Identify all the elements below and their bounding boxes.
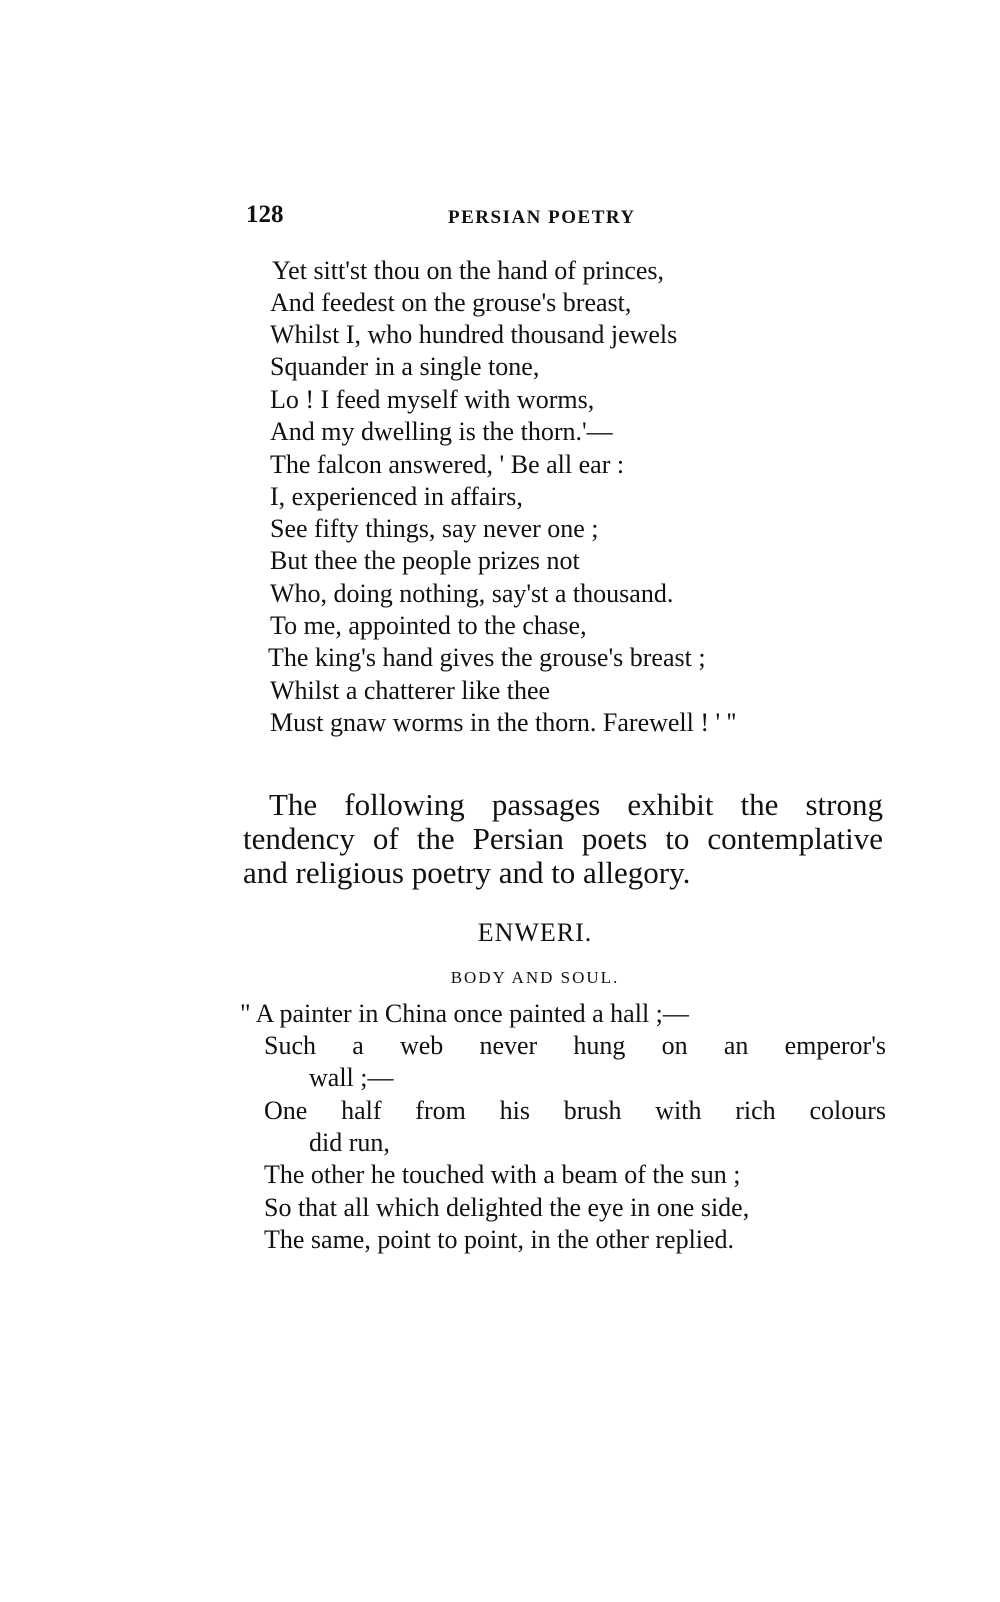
prose-line: and religious poetry and to allegory. — [243, 855, 691, 890]
poem-line: To me, appointed to the chase, — [270, 611, 587, 640]
verse-line: wall ;— — [309, 1063, 394, 1092]
poem-line: Squander in a single tone, — [270, 352, 540, 381]
poem-line: The king's hand gives the grouse's breast ; — [268, 643, 706, 672]
verse-line: did run, — [309, 1128, 390, 1157]
page-number: 128 — [246, 201, 284, 228]
poem-line: I, experienced in affairs, — [270, 482, 523, 511]
poem-line: Lo ! I feed myself with worms, — [270, 385, 595, 414]
verse-line: The other he touched with a beam of the sun ; — [264, 1160, 741, 1189]
poem-line: See fifty things, say never one ; — [270, 514, 599, 543]
poem-line: And my dwelling is the thorn.'— — [270, 417, 613, 446]
poem-line: Yet sitt'st thou on the hand of princes, — [272, 256, 665, 285]
poem-line: Must gnaw worms in the thorn. Farewell ! ' '' — [270, 708, 737, 737]
verse-line: So that all which delighted the eye in one side, — [264, 1193, 750, 1222]
poem-line: But thee the people prizes not — [270, 546, 580, 575]
verse-line: One half from his brush with rich colours — [264, 1096, 886, 1125]
prose-line: The following passages exhibit the strong — [269, 787, 883, 822]
prose-paragraph — [243, 788, 883, 890]
poem-line: Whilst a chatterer like thee — [270, 676, 551, 705]
poem-line: The falcon answered, ' Be all ear : — [270, 450, 625, 479]
verse-line: Such a web never hung on an emperor's — [264, 1031, 886, 1060]
poem-line: Whilst I, who hundred thousand jewels — [270, 320, 678, 349]
poem-line: Who, doing nothing, say'st a thousand. — [270, 579, 674, 608]
running-title: PERSIAN POETRY — [448, 207, 636, 228]
section-author: ENWERI. — [477, 918, 593, 947]
section-title: BODY AND SOUL. — [450, 968, 620, 987]
poem-line: And feedest on the grouse's breast, — [270, 288, 632, 317]
prose-line: tendency of the Persian poets to contemplative — [243, 821, 883, 856]
verse-line: " A painter in China once painted a hall ;— — [240, 999, 689, 1028]
verse-line: The same, point to point, in the other replied. — [264, 1225, 735, 1254]
